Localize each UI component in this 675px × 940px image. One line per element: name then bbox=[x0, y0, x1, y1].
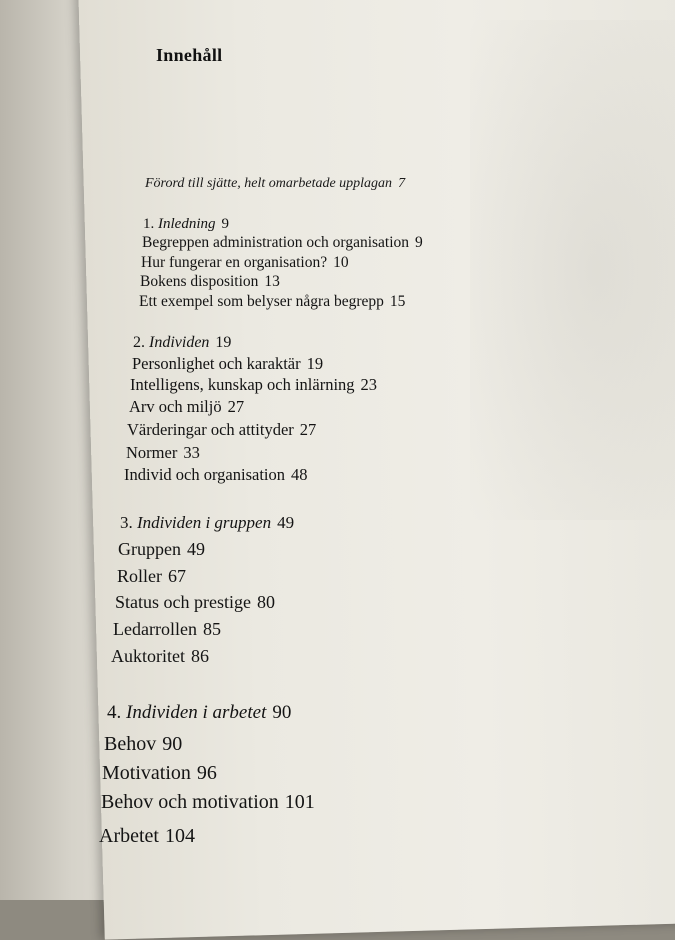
toc-preface bbox=[145, 176, 405, 192]
entry-page: 27 bbox=[227, 397, 245, 416]
entry-page: 80 bbox=[256, 592, 275, 612]
entry-label: Begreppen administration och organisation bbox=[142, 234, 410, 251]
entry-page: 96 bbox=[196, 762, 217, 784]
toc-entry bbox=[139, 293, 405, 311]
entry-label: Värderingar och attityder bbox=[127, 420, 294, 439]
chapter-3-heading bbox=[120, 513, 294, 533]
entry-page: 49 bbox=[186, 539, 205, 559]
chapter-4-heading bbox=[107, 702, 291, 724]
entry-page: 10 bbox=[333, 254, 349, 271]
entry-label: Bokens disposition bbox=[140, 273, 259, 290]
entry-label: Auktoritet bbox=[111, 646, 185, 666]
toc-entry bbox=[102, 762, 217, 785]
entry-page: 101 bbox=[284, 791, 315, 813]
entry-page: 90 bbox=[162, 733, 183, 755]
chapter-page: 9 bbox=[221, 216, 229, 232]
toc-entry bbox=[115, 592, 275, 613]
entry-page: 67 bbox=[168, 566, 186, 586]
chapter-title: Individen i arbetet bbox=[126, 702, 267, 723]
entry-page: 13 bbox=[264, 273, 280, 290]
entry-page: 19 bbox=[306, 354, 324, 373]
preface-label: Förord till sjätte, helt omarbetade upplagan bbox=[145, 176, 393, 191]
entry-label: Arv och miljö bbox=[129, 397, 222, 416]
entry-page: 23 bbox=[360, 375, 378, 394]
chapter-page: 49 bbox=[277, 513, 295, 532]
toc-entry bbox=[118, 539, 205, 560]
toc-heading: Innehåll bbox=[156, 45, 223, 65]
toc-entry bbox=[126, 443, 200, 463]
entry-label: Personlighet och karaktär bbox=[132, 354, 301, 373]
chapter-number: 2. bbox=[133, 334, 145, 351]
entry-page: 27 bbox=[299, 420, 317, 439]
toc-entry bbox=[124, 465, 308, 485]
chapter-page: 90 bbox=[272, 702, 292, 723]
entry-label: Status och prestige bbox=[115, 592, 251, 612]
entry-page: 48 bbox=[291, 465, 308, 484]
entry-label: Intelligens, kunskap och inlärning bbox=[130, 375, 355, 394]
entry-label: Hur fungerar en organisation? bbox=[141, 254, 328, 271]
chapter-number: 1. bbox=[143, 216, 155, 232]
toc-entry bbox=[141, 254, 349, 272]
entry-label: Roller bbox=[117, 566, 162, 586]
toc-entry bbox=[132, 354, 323, 374]
toc-entry bbox=[111, 646, 209, 667]
toc-entry bbox=[129, 397, 244, 417]
entry-label: Motivation bbox=[102, 762, 191, 784]
toc-entry bbox=[101, 791, 315, 814]
chapter-title: Individen bbox=[149, 334, 210, 351]
entry-label: Gruppen bbox=[118, 539, 181, 559]
entry-page: 86 bbox=[191, 646, 209, 666]
preface-page: 7 bbox=[398, 176, 406, 191]
entry-page: 33 bbox=[183, 443, 200, 462]
entry-page: 9 bbox=[415, 234, 423, 251]
entry-label: Ett exempel som belyser några begrepp bbox=[139, 293, 384, 310]
toc-entry bbox=[140, 273, 280, 291]
toc-entry bbox=[104, 733, 182, 756]
entry-page: 85 bbox=[202, 619, 221, 639]
chapter-2-heading bbox=[133, 334, 231, 352]
entry-label: Ledarrollen bbox=[113, 619, 197, 639]
toc-entry bbox=[142, 234, 423, 252]
entry-label: Behov bbox=[104, 733, 157, 755]
entry-label: Behov och motivation bbox=[101, 791, 279, 813]
chapter-number: 4. bbox=[107, 702, 122, 723]
entry-label: Arbetet bbox=[99, 825, 159, 847]
toc-entry bbox=[127, 420, 316, 440]
toc-entry bbox=[117, 566, 186, 587]
entry-label: Normer bbox=[126, 443, 178, 462]
toc-entry bbox=[130, 375, 377, 395]
chapter-1-heading bbox=[143, 216, 229, 233]
entry-label: Individ och organisation bbox=[124, 465, 286, 484]
entry-page: 15 bbox=[389, 293, 406, 310]
toc-entry bbox=[99, 825, 195, 848]
chapter-title: Inledning bbox=[158, 216, 216, 232]
chapter-title: Individen i gruppen bbox=[137, 513, 272, 532]
chapter-page: 19 bbox=[215, 334, 232, 351]
entry-page: 104 bbox=[164, 825, 195, 847]
chapter-number: 3. bbox=[120, 513, 133, 532]
toc-entry bbox=[113, 619, 221, 640]
